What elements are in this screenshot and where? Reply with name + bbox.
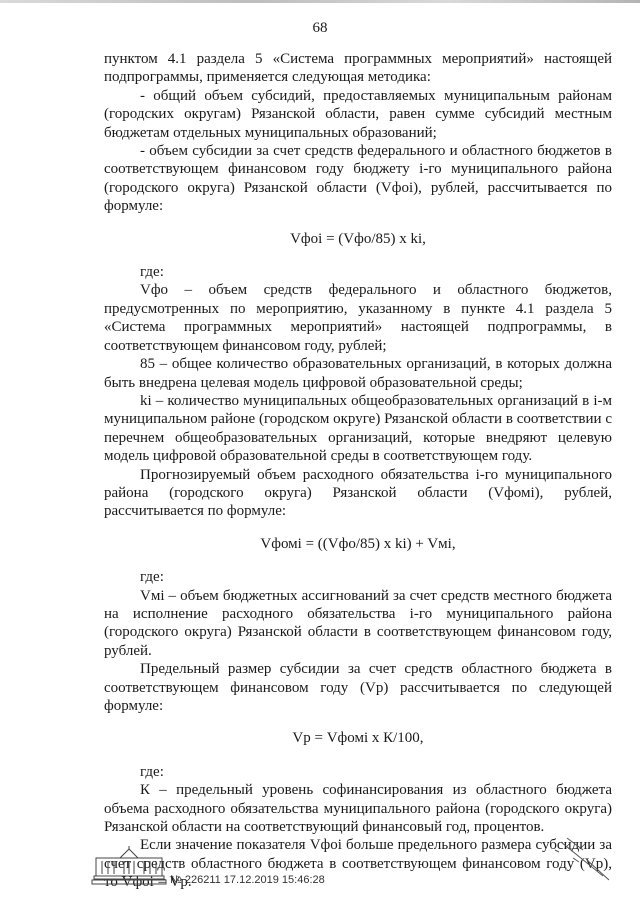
paragraph: Vфо – объем средств федерального и областного бюджетов, предусмотренных по мероприятию, указанному в пункте 4.1 раздела 5 «Система программных мероприятий» настоящей подпрограммы, в соответствующем финансовом году, рублей;	[104, 282, 612, 354]
document-registration-number: № 226211 17.12.2019 15:46:28	[170, 874, 325, 886]
paragraph: пунктом 4.1 раздела 5 «Система программных мероприятий» настоящей подпрограммы, применяется следующая методика:	[104, 51, 612, 86]
building-stamp-icon	[90, 844, 168, 886]
paragraph: Если значение показателя Vфоi больше предельного размера субсидии за счет средств областного бюджета в соответствующем финансовом году (Vр), то Vфоi = Vр.	[104, 837, 612, 891]
formula: Vр = Vфомi х К/100,	[292, 730, 424, 747]
paragraph: - общий объем субсидий, предоставляемых муниципальным районам (городских округам) Рязанской области, равен сумме субсидий местным бюджетам отдельных муниципальных образований;	[104, 87, 612, 141]
paragraph: 85 – общее количество образовательных организаций, в которых должна быть внедрена целевая модель цифровой образовательной среды;	[104, 356, 612, 391]
paragraph: - объем субсидии за счет средств федерального и областного бюджетов в соответствующем финансовом году бюджету i-го муниципального района (городского округа) Рязанской области (Vфоi), рублей, рассчитывается по формуле:	[104, 143, 612, 215]
where-label: где:	[140, 569, 164, 586]
paragraph: Прогнозируемый объем расходного обязательства i-го муниципального района (городского округа) Рязанской области (Vфомi), рублей, рассчитывается по формуле:	[104, 466, 612, 520]
formula: Vфоi = (Vфо/85) х ki,	[290, 230, 426, 247]
pen-marks	[553, 830, 613, 890]
where-label: где:	[140, 763, 164, 780]
where-label: где:	[140, 264, 164, 281]
paragraph: ki – количество муниципальных общеобразовательных организаций в i-м муниципальном районе (городском округе) Рязанской области в соответствии с перечнем общеобразовательных организаций, которые внедряют целевую модель цифровой образовательной среды в соответствующем году.	[104, 392, 612, 465]
paragraph: К – предельный уровень софинансирования из областного бюджета объема расходного обязательства муниципального района (городского округа) Рязанской области на соответствующий финансовый год, процентов.	[104, 782, 612, 836]
page-number: 68	[312, 20, 328, 36]
paragraph: Vмi – объем бюджетных ассигнований за счет средств местного бюджета на исполнение расходного обязательства i-го муниципального района (городского округа) Рязанской области в соответствующем финансовом году, рублей.	[104, 587, 612, 659]
scan-edge	[0, 0, 640, 3]
paragraph: Предельный размер субсидии за счет средств областного бюджета в соответствующем финансовом году (Vр) рассчитывается по следующей формуле:	[104, 661, 612, 714]
document-body	[104, 50, 612, 892]
formula: Vфомi = ((Vфо/85) х ki) + Vмi,	[260, 535, 456, 552]
